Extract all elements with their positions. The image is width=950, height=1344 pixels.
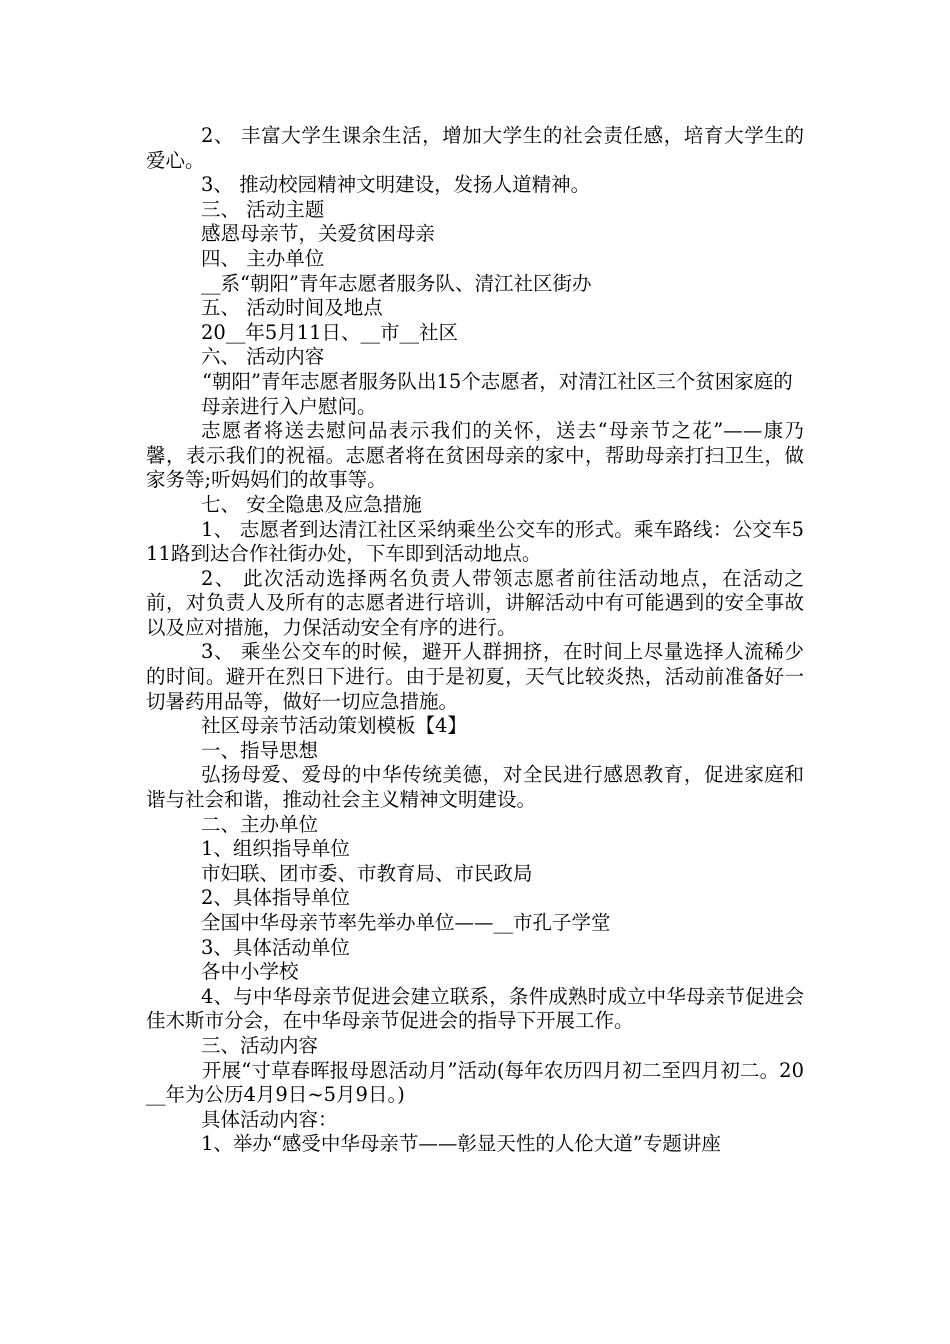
paragraph: 3、 乘坐公交车的时候，避开人群拥挤，在时间上尽量选择人流稀少的时间。避开在烈日下进行。由于是初夏，天气比较炎热，活动前准备好一切暑药用品等，做好一切应急措施。: [146, 640, 804, 713]
paragraph: 全国中华母亲节率先举办单位——__市孔子学堂: [201, 911, 611, 934]
paragraph: 2、 此次活动选择两名负责人带领志愿者前往活动地点，在活动之前，对负责人及所有的志愿者进行培训，讲解活动中有可能遇到的安全事故以及应对措施，力保活动安全有序的进行。: [146, 566, 804, 639]
paragraph: 弘扬母爱、爱母的中华传统美德，对全民进行感恩教育，促进家庭和谐与社会和谐，推动社会主义精神文明建设。: [146, 763, 804, 812]
section-heading: 一、指导思想: [201, 738, 319, 762]
paragraph: 4、与中华母亲节促进会建立联系，条件成熟时成立中华母亲节促进会佳木斯市分会，在中华母亲节促进会的指导下开展工作。: [146, 984, 804, 1033]
paragraph: 感恩母亲节，关爱贫困母亲: [201, 222, 436, 246]
paragraph: 各中小学校: [201, 960, 299, 984]
section-heading: 四、 主办单位: [201, 246, 325, 270]
section-heading: 三、 活动主题: [201, 197, 325, 221]
section-heading: 七、 安全隐患及应急措施: [201, 492, 422, 516]
paragraph: 2、 丰富大学生课余生活，增加大学生的社会责任感，培育大学生的爱心。: [146, 124, 804, 172]
document-body: [146, 124, 804, 1157]
paragraph: 1、 志愿者到达清江社区采纳乘坐公交车的形式。乘车路线：公交车511路到达合作社街办处，下车即到活动地点。: [146, 517, 804, 566]
paragraph: __系“朝阳”青年志愿者服务队、清江社区街办: [201, 271, 592, 295]
paragraph: “朝阳”青年志愿者服务队出15个志愿者，对清江社区三个贫困家庭的: [202, 369, 793, 393]
paragraph: 市妇联、团市委、市教育局、市民政局: [201, 861, 533, 885]
paragraph: 1、举办“感受中华母亲节——彰显天性的人伦大道”专题讲座: [201, 1132, 721, 1156]
subheading: 3、具体活动单位: [201, 935, 350, 959]
document-title: 社区母亲节活动策划模板【4】: [201, 714, 467, 738]
paragraph: 志愿者将送去慰问品表示我们的关怀，送去“母亲节之花”——康乃馨，表示我们的祝福。志愿者将在贫困母亲的家中，帮助母亲打扫卫生，做家务等;听妈妈们的故事等。: [146, 419, 804, 492]
section-heading: 三、活动内容: [201, 1033, 319, 1057]
paragraph: 20__年5月11日、__市__社区: [201, 320, 459, 344]
subheading: 2、具体指导单位: [201, 886, 350, 910]
section-heading: 六、 活动内容: [201, 345, 325, 369]
paragraph: 母亲进行入户慰问。: [201, 394, 377, 418]
paragraph: 开展“寸草春晖报母恩活动月”活动(每年农历四月初二至四月初二。20__年为公历4月9日~5月9日。): [146, 1058, 804, 1107]
subheading: 1、组织指导单位: [201, 837, 350, 861]
paragraph: 3、 推动校园精神文明建设，发扬人道精神。: [201, 173, 591, 197]
section-heading: 二、主办单位: [201, 812, 319, 836]
section-heading: 五、 活动时间及地点: [201, 296, 383, 320]
paragraph: 具体活动内容：: [201, 1107, 338, 1131]
